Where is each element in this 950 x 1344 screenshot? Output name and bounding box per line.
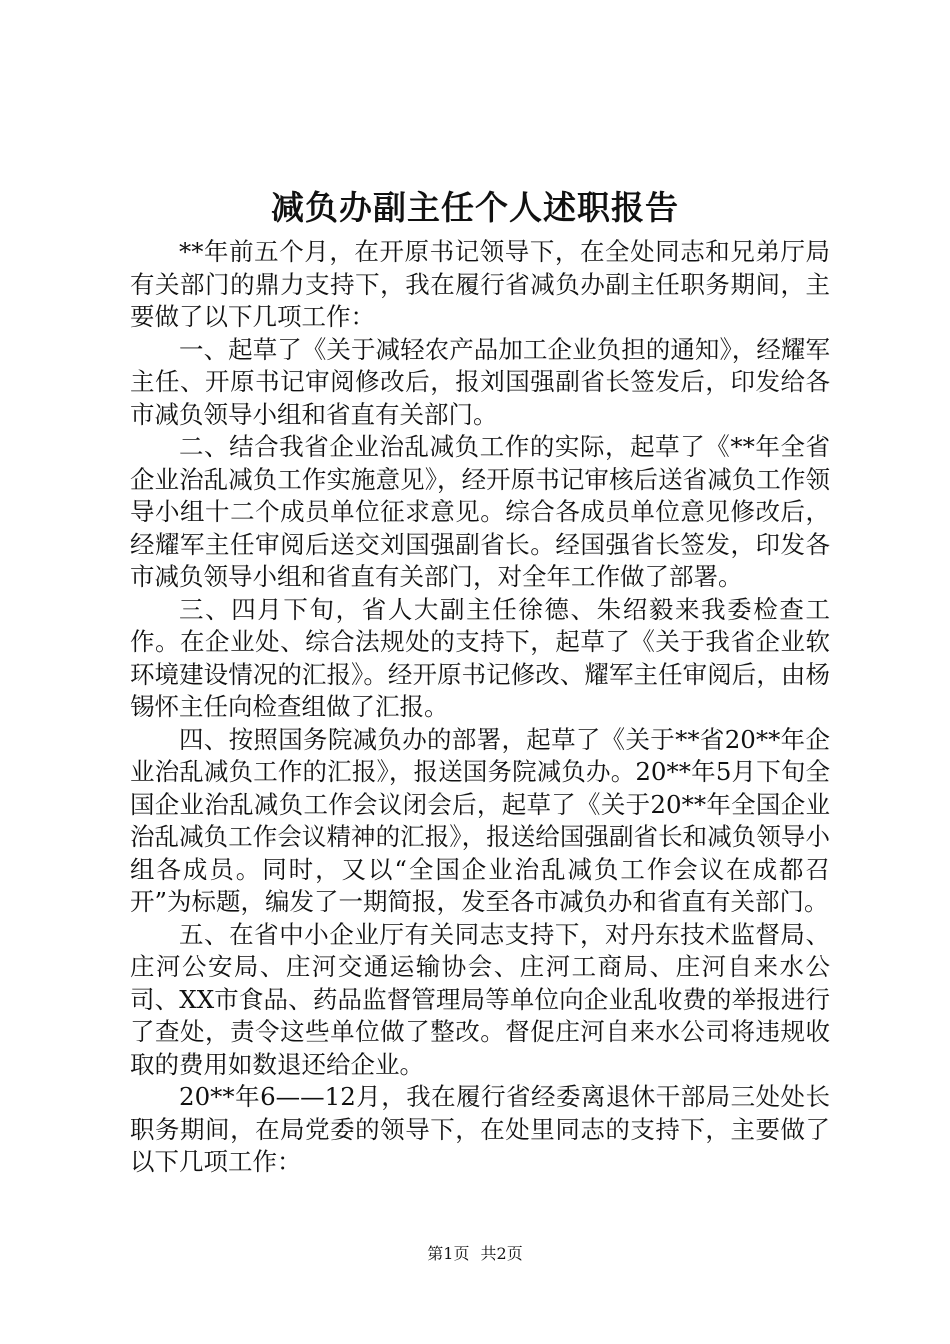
paragraph-item-5: 五、在省中小企业厅有关同志支持下，对丹东技术监督局、庄河公安局、庄河交通运输协会、庄河工商局、庄河自来水公司、XX市食品、药品监督管理局等单位向企业乱收费的举报进行了查处，责令这些单位做了整改。督促庄河自来水公司将违规收取的费用如数退还给企业。 — [130, 919, 830, 1079]
paragraph-item-4: 四、按照国务院减负办的部署，起草了《关于**省20**年企业治乱减负工作的汇报》，报送国务院减负办。20**年5月下旬全国企业治乱减负工作会议闭会后，起草了《关于20**年全国企业治乱减负工作会议精神的汇报》，报送给国强副省长和减负领导小组各成员。同时，又以“全国企业治乱减负工作会议在成都召开”为标题，编发了一期简报，发至各市减负办和省直有关部门。 — [130, 724, 830, 916]
document-body — [130, 236, 830, 1179]
document-title: 减负办副主任个人述职报告 — [271, 188, 679, 227]
page-footer — [0, 1243, 950, 1265]
paragraph-item-3: 三、四月下旬，省人大副主任徐德、朱绍毅来我委检查工作。在企业处、综合法规处的支持下，起草了《关于我省企业软环境建设情况的汇报》。经开原书记修改、耀军主任审阅后，由杨锡怀主任向检查组做了汇报。 — [130, 594, 830, 721]
page-total: 共2页 — [480, 1244, 523, 1263]
paragraph-item-2: 二、结合我省企业治乱减负工作的实际，起草了《**年全省企业治乱减负工作实施意见》，经开原书记审核后送省减负工作领导小组十二个成员单位征求意见。综合各成员单位意见修改后，经耀军主任审阅后送交刘国强副省长。经国强省长签发，印发各市减负领导小组和省直有关部门，对全年工作做了部署。 — [130, 432, 830, 591]
paragraph-second-period: 20**年6——12月，我在履行省经委离退休干部局三处处长职务期间，在局党委的领导下，在处里同志的支持下，主要做了以下几项工作： — [130, 1082, 830, 1176]
paragraph-item-1: 一、起草了《关于减轻农产品加工企业负担的通知》，经耀军主任、开原书记审阅修改后，报刘国强副省长签发后，印发给各市减负领导小组和省直有关部门。 — [130, 334, 830, 429]
page-number: 第1页 — [427, 1244, 470, 1263]
paragraph-intro: **年前五个月，在开原书记领导下，在全处同志和兄弟厅局有关部门的鼎力支持下，我在履行省减负办副主任职务期间，主要做了以下几项工作： — [130, 237, 830, 331]
